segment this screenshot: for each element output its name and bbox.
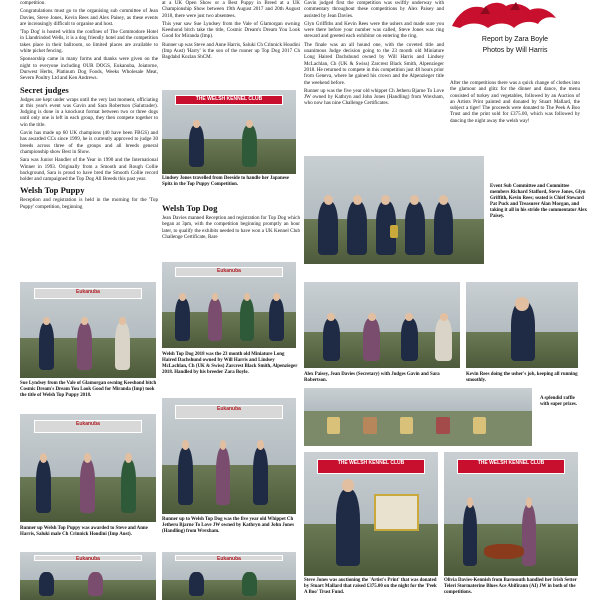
column-2 [162, 0, 300, 63]
photo-caption: Welsh Top Dog 2018 was the 23 month old Miniature Long Haired Dachshund owned by Will Harris and Lindsey McLachlan, Ch (UK & Swiss) Zarcrest Black Smith, Alpenzieger 2018. Handled by his breeder Zara Boyle. [162, 352, 298, 375]
paragraph: Sara was Junior Handler of the Year in 1990 and the International Winner in 1993. Originally from a Smooth and Rough Collie background, Sara is proud to have bred the Smooth Collie record holder and campaigned the Top Dog All Breeds this past year. [20, 157, 158, 183]
paragraph: Sponsorship came in many forms and thanks were given on the night to everyone including OUR DOGS, Eukanuba, Joiatorne, Durwest Herbs, Platinum Dog Foods, Weeks Wholesale Meat, Severn Poultry Ltd and Ken Andrews. [20, 56, 158, 82]
paragraph: Runner up was the five year old whippet Ch Jetheru Bjarne To Love JW owned by Kathryn and John Jones (Handling) from Wrexham, who now has nine Challenge Certificates. [304, 87, 444, 107]
photo-kevin-rees [466, 282, 578, 368]
photo-topdog-winner [162, 262, 296, 348]
photo-caption: Kevin Rees doing the usher's job, keeping all running smoothly. [466, 372, 578, 383]
paragraph: Runner up was Steve and Anne Harris, Saluki Ch Crinnick Houdini (Imp Aust) 'Harry' is the son of the runner up Top Dog 2017 Ch Bagdahd Kozlan ShCM. [162, 41, 300, 61]
paragraph: After the competitions there was a quick change of clothes into the glamour and glitz for the dinner and dance, the menu consisted of turkey and vegetables, followed by an Auction of an Artists Print painted and donated by Stuart Mallard, the subject a tiger! The proceeds were donated to The Peek A Boo Trust and the print sold for £375.00, which was followed by dancing the night away the welsh way! [450, 80, 580, 124]
photo-caption: Olivia Davies-Kennish from Barnsouth handled her Irish Setter Teleri Stormaterine Blues Ace Abifirann (AI) JW in both of the competitions. [444, 578, 577, 595]
banner-eukanuba: Eukanuba [34, 420, 143, 433]
photo-puppy-runner-up [20, 414, 156, 522]
byline [450, 34, 580, 56]
paragraph: Jean Davies manned Reception and registration for Top Dog which began at 3pm, with the competition beginning promptly an hour later, to qualify the exhibits needed to have won a UK Kennel Club Challenge Certificate, Rare [162, 215, 300, 240]
photo-bottom-left [20, 552, 156, 600]
section-heading: Welsh Top Dog [162, 203, 218, 213]
banner-welsh-kennel-club: THE WELSH KENNEL CLUB [457, 459, 564, 474]
photo-puppy-winner [20, 282, 156, 378]
paragraph: Gavin has made up 60 UK champions (40 have been FBGS) and has awarded CCs since 1999, he is currently approved to judge 30 breeds across three of the groups and all breeds general championship show Best in Show. [20, 130, 158, 155]
paragraph: Gavin judged first the competition was swiftly underway with commentary throughout these competitions by Alex Paisey and assisted by Jean Davies. [304, 0, 444, 19]
photo-caption: Runner up to Welsh Top Dog was the five year old Whippet Ch Jetheru Bjarne To Love JW owned by Kathryn and John Jones (Handling) from Wrexham. [162, 517, 294, 534]
photo-caption: Sue Lyndsey from the Vale of Glamorgan owning Keeshond bitch Cosmic Dream's Dream You Look Good for Miranda (Imp) took the title of Welsh Top Puppy 2018. [20, 381, 157, 398]
photo-caption: Alex Paisey, Jean Davies (Secretary) with Judges Gavin and Sara Robertson. [304, 372, 440, 383]
section-heading: Welsh Top Puppy [20, 185, 85, 196]
photo-committee [304, 156, 484, 264]
paragraph: 'Top Dog' is hosted within the confines of The Commodore Hotel in Llandrindod Wells, it is a dog friendly hotel and the competition takes place in their ballroom, so limited places are available to white picket fencing. [20, 29, 158, 55]
paragraph: at a UK Open Show or a Best Puppy in Breed at a UK Championship Show between 19th August 2017 and 20th August 2018, there were just two absentees. [162, 0, 300, 19]
paragraph: This year saw Sue Lyndsey from the Vale of Glamorgan owning Keeshond bitch take the title, Cosmic Dream's Dream You Look Good for Miranda (Imp). [162, 20, 300, 40]
report-credit: Report by Zara Boyle [481, 36, 549, 43]
paragraph: competition. [20, 0, 46, 6]
banner-eukanuba: Eukanuba [175, 555, 282, 561]
paragraph: Judges are kept under wraps until the very last moment, officiating at this year's event was Gavin and Sara Robertson (Salutrader). Judging is done in a knockout format between two or three dogs until only one is left in each group, they then compete together to win the title. [20, 96, 158, 128]
photo-auction [304, 452, 438, 576]
banner-eukanuba: Eukanuba [175, 267, 282, 277]
photo-bottom-middle [162, 552, 296, 600]
photo-judges [304, 282, 460, 368]
photo-caption: A splendid raffle with super prizes. [540, 396, 577, 407]
photo-lindsey-jones [162, 90, 296, 174]
column-2-lower [162, 200, 300, 242]
photo-caption: Event Sub Committee and Committee members Richard Stafford, Steve Jones, Glyn Griffith, Kevin Rees; seated is Chief Steward Pat Puck and Treasurer Alan Morgan, and taking it all in his stride the commentator Alex Paisey. [490, 184, 587, 219]
column-4 [450, 80, 580, 126]
photo-caption: Lindsey Jones travelled from Deeside to handle her Japanese Spitz in the Top Puppy Competition. [162, 176, 289, 187]
paragraph: Glyn Griffiths and Kevin Rees were the ushers and made sure you were there before your number was called, Steve Jones was ring steward and greeted each exhibitor on entering the ring. [304, 20, 444, 40]
banner-eukanuba: Eukanuba [34, 288, 143, 300]
banner-eukanuba: Eukanuba [34, 555, 143, 561]
section-heading: Secret judges [20, 84, 69, 95]
paragraph: The finale was an all hound one, with the coveted title and unanimous Judge decision going to the 23 month old Miniature Long Haired Dachshund owned by Will Harris and Lindsey McLachlan, Ch (UK & Swiss) Zarcrest Black Smith, Alpenzieger 2018. He returned to compete in this competition just 48 hours prior from Geneva, where he gained his crown and the Alpenzieger title the weekend before. [304, 41, 444, 86]
photo-caption: Steve Jones was auctioning the 'Artist's Print' that was donated by Stuart Mallard that raised £375.00 on the night for the 'Peek A Boo' Trust Fund. [304, 578, 437, 595]
welsh-dragon-logo [450, 0, 558, 30]
column-3 [304, 0, 444, 109]
paragraph: Congratulations must go to the organising sub committee of Jean Davies, Steve Jones, Kevin Rees and Alex Paisey, as these events are increasingly difficult to organise and host. [20, 8, 158, 27]
photo-raffle [304, 388, 532, 446]
banner-welsh-kennel-club: THE WELSH KENNEL CLUB [175, 95, 282, 105]
photo-olivia [444, 452, 578, 576]
banner-eukanuba: Eukanuba [175, 405, 282, 419]
paragraph: Reception and registration is held in the morning for the 'Top Puppy' competition, beginning [20, 197, 158, 210]
banner-welsh-kennel-club: THE WELSH KENNEL CLUB [317, 459, 424, 474]
photo-credit: Photos by Will Harris [482, 47, 548, 54]
column-1 [20, 0, 158, 212]
photo-topdog-runner-up [162, 398, 296, 514]
photo-caption: Runner up Welsh Top Puppy was awarded to Steve and Anne Harris, Saluki male Ch Crinnick Houdini (Imp Aust). [20, 526, 148, 537]
